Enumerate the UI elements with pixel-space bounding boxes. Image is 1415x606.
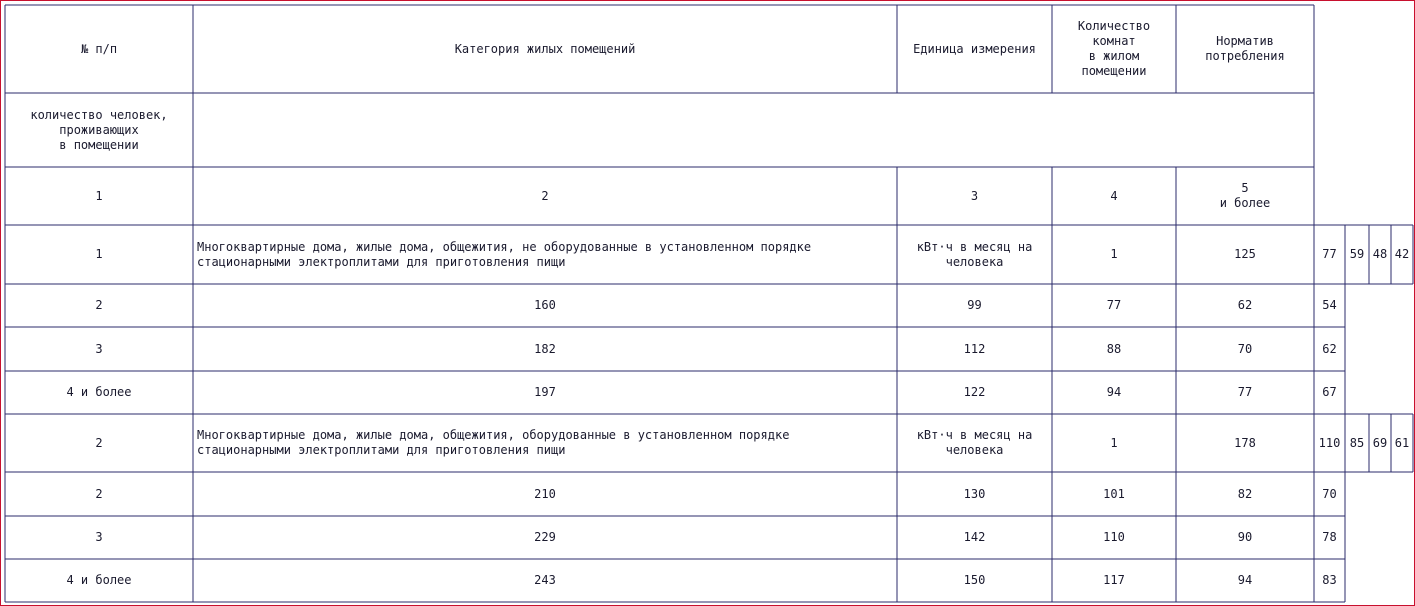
norm-value: 70 xyxy=(1237,341,1253,356)
norm-value: 197 xyxy=(534,385,556,399)
norm-value: 117 xyxy=(1103,573,1125,587)
numbering-cell: 4 xyxy=(1110,188,1118,203)
norm-value: 229 xyxy=(534,530,556,544)
row-persons: 2 xyxy=(95,298,103,312)
section-category: Многоквартирные дома, жилые дома, общежития, не оборудованные в установленном порядке стационарными электроплитами для приготовления пищи xyxy=(197,239,812,269)
norm-value: 82 xyxy=(1237,486,1253,501)
norm-value: 112 xyxy=(963,341,986,356)
norm-value: 48 xyxy=(1372,247,1388,261)
header-rooms: Количество комнат в жилом помещении xyxy=(1077,19,1151,78)
norm-value: 130 xyxy=(963,486,986,501)
header-unit: Единица измерения xyxy=(913,41,1036,56)
norm-value: 78 xyxy=(1322,530,1337,544)
row-persons: 3 xyxy=(95,530,103,544)
norm-value: 94 xyxy=(1237,573,1253,587)
row-persons: 4 и более xyxy=(66,573,132,587)
norm-value: 61 xyxy=(1394,435,1410,450)
header-number: № п/п xyxy=(80,41,118,56)
norm-value: 150 xyxy=(963,573,986,587)
norm-value: 88 xyxy=(1106,341,1122,356)
norm-value: 42 xyxy=(1394,247,1410,261)
numbering-cell: 2 xyxy=(541,188,549,203)
numbering-cell: 3 xyxy=(970,188,979,203)
section-category: Многоквартирные дома, жилые дома, общежития, оборудованные в установленном порядке стационарными электроплитами для приготовления пищи xyxy=(197,428,790,457)
norm-value: 85 xyxy=(1349,435,1365,450)
section-index: 1 xyxy=(95,247,103,261)
norm-value: 62 xyxy=(1237,298,1253,312)
norm-value: 122 xyxy=(963,385,986,399)
header-category: Категория жилых помещений xyxy=(454,41,636,56)
norm-value: 62 xyxy=(1322,341,1337,356)
norm-value: 125 xyxy=(1234,247,1256,261)
norm-value: 77 xyxy=(1106,298,1122,312)
numbering-cell: 5 и более xyxy=(1219,181,1271,210)
norm-value: 99 xyxy=(967,298,982,312)
persons-label: количество человек, проживающих в помещении xyxy=(30,107,168,152)
section-first-persons: 1 xyxy=(1110,247,1118,261)
row-persons: 2 xyxy=(95,486,103,501)
norm-value: 54 xyxy=(1322,298,1337,312)
norm-value: 178 xyxy=(1234,435,1256,450)
header-norm: Норматив потребления xyxy=(1205,34,1285,63)
norm-value: 90 xyxy=(1237,530,1253,544)
norm-value: 69 xyxy=(1372,435,1388,450)
norm-value: 83 xyxy=(1322,573,1337,587)
section-index: 2 xyxy=(95,435,103,450)
norm-value: 210 xyxy=(534,486,556,501)
section-unit: кВт·ч в месяц на человека xyxy=(916,239,1033,269)
norm-value: 243 xyxy=(534,573,556,587)
norm-value: 110 xyxy=(1318,435,1341,450)
norm-value: 67 xyxy=(1322,385,1337,399)
norm-value: 77 xyxy=(1237,385,1253,399)
norm-value: 182 xyxy=(534,341,556,356)
norm-value: 110 xyxy=(1103,530,1125,544)
norm-value: 101 xyxy=(1103,486,1125,501)
section-first-persons: 1 xyxy=(1110,435,1118,450)
section-unit: кВт·ч в месяц на человека xyxy=(916,428,1033,457)
norm-value: 70 xyxy=(1322,486,1337,501)
row-persons: 3 xyxy=(95,341,103,356)
norm-value: 77 xyxy=(1322,247,1337,261)
norm-value: 142 xyxy=(963,530,986,544)
row-persons: 4 и более xyxy=(66,385,132,399)
norm-value: 59 xyxy=(1349,247,1365,261)
numbering-cell: 1 xyxy=(95,188,103,203)
norm-value: 160 xyxy=(534,298,556,312)
norm-value: 94 xyxy=(1106,385,1122,399)
